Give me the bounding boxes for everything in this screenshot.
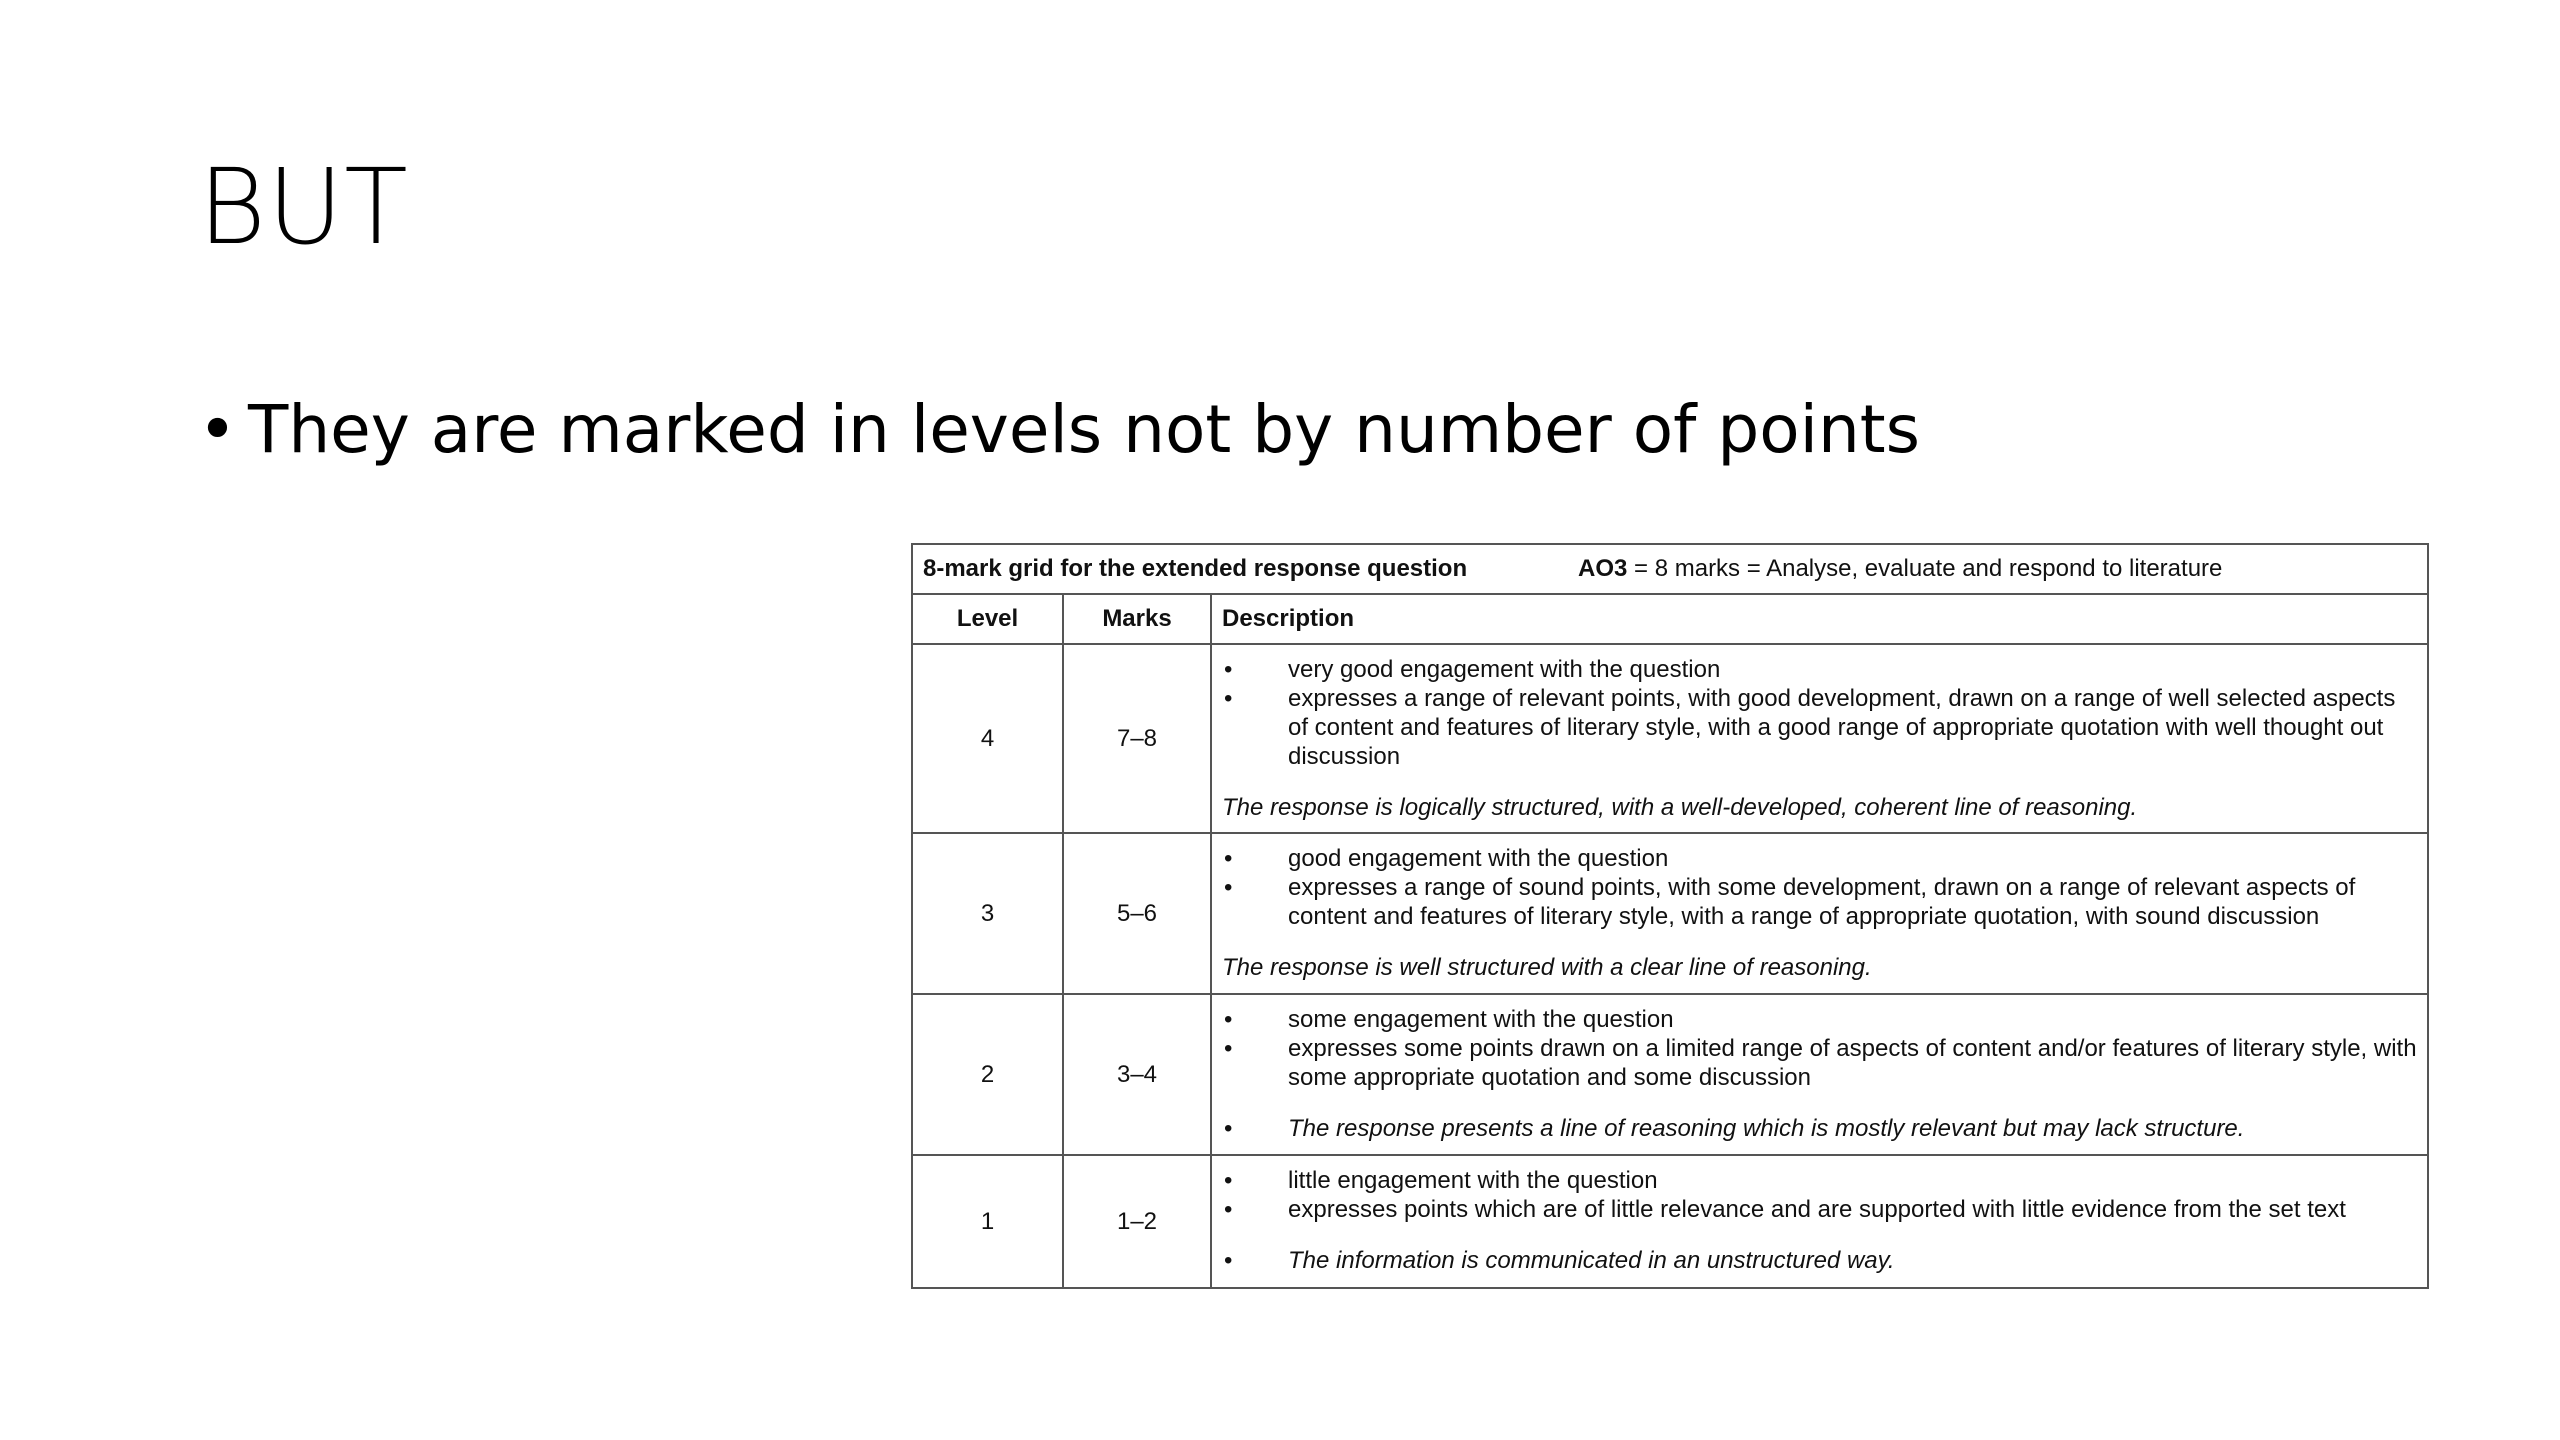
marks-cell: 7–8 [1063, 644, 1211, 833]
summary-text: The response is well structured with a clear line of reasoning. [1222, 954, 1872, 981]
level-cell: 3 [912, 833, 1063, 994]
point-text: very good engagement with the question [1288, 656, 1721, 683]
description-cell [1211, 833, 2428, 994]
summary-point [1222, 1114, 2417, 1143]
description-cell [1211, 644, 2428, 833]
table-row [912, 1155, 2428, 1288]
table-row [912, 833, 2428, 994]
grid-header-cell [912, 544, 2428, 594]
bullet-glyph: • [1224, 845, 1233, 872]
table-row [912, 644, 2428, 833]
list-item [1222, 873, 2417, 931]
list-item [1222, 1195, 2417, 1224]
point-text: good engagement with the question [1288, 845, 1669, 872]
bullet-glyph: • [1224, 1247, 1233, 1274]
level-cell: 1 [912, 1155, 1063, 1288]
bullet-glyph: • [1224, 656, 1233, 683]
point-text: expresses some points drawn on a limited range of aspects of content and/or features of literary style, with some appropriate quotation and some discussion [1288, 1035, 2417, 1091]
description-points [1222, 1005, 2417, 1092]
bullet-glyph: • [1224, 1115, 1233, 1142]
column-header-description: Description [1211, 594, 2428, 644]
level-cell: 2 [912, 994, 1063, 1155]
list-item [1222, 1005, 2417, 1034]
bullet-glyph: • [1224, 1035, 1233, 1062]
list-item [1222, 655, 2417, 684]
summary-point [1222, 1246, 2417, 1275]
grid-column-header-row [912, 594, 2428, 644]
marks-cell: 5–6 [1063, 833, 1211, 994]
grid-header-row [912, 544, 2428, 594]
description-points [1222, 1166, 2417, 1224]
point-text: little engagement with the question [1288, 1167, 1658, 1194]
list-item [1222, 1246, 2417, 1275]
description-cell [1211, 1155, 2428, 1288]
description-cell [1211, 994, 2428, 1155]
mark-grid-image [911, 543, 2427, 1288]
bullet-glyph: • [1224, 1167, 1233, 1194]
summary-text: The response presents a line of reasoning which is mostly relevant but may lack structure. [1288, 1115, 2245, 1142]
list-item [1222, 1166, 2417, 1195]
description-points [1222, 844, 2417, 931]
list-item [1222, 1114, 2417, 1143]
list-item [1222, 1034, 2417, 1092]
description-points [1222, 655, 2417, 771]
bullet-glyph: • [1224, 874, 1233, 901]
point-text: some engagement with the question [1288, 1006, 1674, 1033]
slide-bullet-point [198, 390, 1920, 469]
grid-header-ao-text: = 8 marks = Analyse, evaluate and respond to literature [1627, 555, 2223, 582]
point-text: expresses a range of relevant points, with good development, drawn on a range of well selected aspects of content and features of literary style, with a good range of appropriate quotation with well thought out discussion [1288, 685, 2396, 770]
table-row [912, 994, 2428, 1155]
point-text: expresses points which are of little relevance and are supported with little evidence from the set text [1288, 1196, 2346, 1223]
column-header-marks: Marks [1063, 594, 1211, 644]
bullet-glyph: • [198, 391, 237, 468]
mark-grid-table [911, 543, 2429, 1289]
summary-text: The response is logically structured, with a well-developed, coherent line of reasoning. [1222, 794, 2138, 821]
bullet-glyph: • [1224, 1006, 1233, 1033]
level-cell: 4 [912, 644, 1063, 833]
marks-cell: 3–4 [1063, 994, 1211, 1155]
grid-header-ao-label: AO3 [1578, 555, 1628, 582]
slide-title: BUT [198, 146, 409, 268]
grid-header-title: 8-mark grid for the extended response question [923, 555, 1468, 582]
list-item [1222, 684, 2417, 771]
bullet-glyph: • [1224, 1196, 1233, 1223]
bullet-text: They are marked in levels not by number of points [248, 391, 1921, 468]
point-text: expresses a range of sound points, with some development, drawn on a range of relevant aspects of content and features of literary style, with a range of appropriate quotation, with sound discussion [1288, 874, 2356, 930]
list-item [1222, 844, 2417, 873]
column-header-level: Level [912, 594, 1063, 644]
summary-text: The information is communicated in an unstructured way. [1288, 1247, 1895, 1274]
bullet-glyph: • [1224, 685, 1233, 712]
marks-cell: 1–2 [1063, 1155, 1211, 1288]
